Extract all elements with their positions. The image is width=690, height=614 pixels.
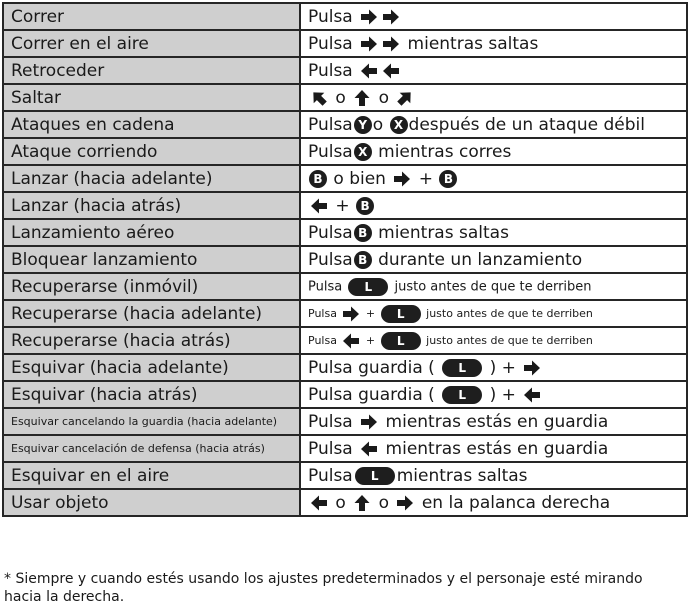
table-row (3, 435, 687, 462)
button-x-icon: X (354, 143, 372, 161)
action-cell: Esquivar (hacia atrás) (3, 381, 300, 408)
table-row (3, 408, 687, 435)
input-text: ) + (484, 384, 522, 405)
table-row (3, 111, 687, 138)
arrow-up-left-icon (309, 89, 329, 107)
input-text: o (372, 114, 389, 135)
input-text: mientras estás en guardia (380, 438, 609, 459)
input-cell (300, 57, 687, 84)
footnote: * Siempre y cuando estés usando los ajustes predeterminados y el personaje esté mirando hacia la derecha. (4, 571, 643, 605)
input-text: Pulsa (308, 249, 353, 270)
input-text: Pulsa (308, 333, 341, 347)
input-cell (300, 273, 687, 300)
table-row (3, 84, 687, 111)
button-l-icon: L (381, 305, 421, 323)
button-b-icon: B (309, 170, 327, 188)
action-cell: Lanzar (hacia atrás) (3, 192, 300, 219)
action-cell: Lanzamiento aéreo (3, 219, 300, 246)
action-cell: Ataque corriendo (3, 138, 300, 165)
button-l-icon: L (442, 359, 482, 377)
table-row (3, 462, 687, 489)
input-text: Pulsa (308, 33, 359, 54)
input-cell (300, 219, 687, 246)
arrow-up-icon (352, 494, 372, 512)
arrow-right-icon (359, 413, 379, 431)
action-cell: Bloquear lanzamiento (3, 246, 300, 273)
input-cell (300, 489, 687, 516)
input-text: o (373, 87, 395, 108)
input-text: mientras saltas (372, 222, 509, 243)
input-cell (300, 462, 687, 489)
input-text: o (330, 87, 352, 108)
arrow-left-icon (309, 494, 329, 512)
input-text: o bien (328, 168, 392, 189)
action-cell: Recuperarse (hacia atrás) (3, 327, 300, 354)
table-row (3, 489, 687, 516)
button-b-icon: B (354, 224, 372, 242)
button-b-icon: B (356, 197, 374, 215)
input-text: mientras saltas (402, 33, 539, 54)
controls-table-body (3, 3, 687, 516)
input-cell (300, 381, 687, 408)
table-row (3, 300, 687, 327)
action-cell: Lanzar (hacia adelante) (3, 165, 300, 192)
arrow-left-icon (309, 197, 329, 215)
input-text: Pulsa (308, 465, 353, 486)
input-text: Pulsa (308, 114, 353, 135)
action-cell: Ataques en cadena (3, 111, 300, 138)
input-text: justo antes de que te derriben (422, 333, 593, 347)
input-cell (300, 30, 687, 57)
arrow-right-icon (381, 35, 401, 53)
action-cell: Usar objeto (3, 489, 300, 516)
button-l-icon: L (348, 278, 388, 296)
input-cell (300, 192, 687, 219)
table-row (3, 30, 687, 57)
arrow-right-icon (522, 359, 542, 377)
button-x-icon: X (390, 116, 408, 134)
arrow-right-icon (359, 35, 379, 53)
table-row (3, 3, 687, 30)
input-text: Pulsa (308, 222, 353, 243)
input-text: Pulsa (308, 306, 341, 320)
table-row (3, 219, 687, 246)
input-text: Pulsa (308, 411, 359, 432)
table-row (3, 165, 687, 192)
table-row (3, 381, 687, 408)
arrow-right-icon (381, 8, 401, 26)
input-cell (300, 408, 687, 435)
arrow-up-right-icon (395, 89, 415, 107)
button-l-icon: L (355, 467, 395, 485)
action-cell: Recuperarse (hacia adelante) (3, 300, 300, 327)
action-cell: Correr en el aire (3, 30, 300, 57)
arrow-left-icon (522, 386, 542, 404)
input-cell (300, 435, 687, 462)
input-text: justo antes de que te derriben (390, 279, 592, 294)
table-row (3, 192, 687, 219)
input-text: + (362, 306, 379, 320)
input-cell (300, 84, 687, 111)
table-row (3, 246, 687, 273)
arrow-right-icon (392, 170, 412, 188)
input-cell (300, 354, 687, 381)
action-cell: Esquivar cancelando la guardia (hacia adelante) (3, 408, 300, 435)
action-cell: Esquivar en el aire (3, 462, 300, 489)
input-text: mientras corres (372, 141, 512, 162)
input-text: después de un ataque débil (408, 114, 645, 135)
input-cell (300, 300, 687, 327)
input-text: + (362, 333, 379, 347)
input-text: Pulsa (308, 438, 359, 459)
table-row (3, 354, 687, 381)
input-cell (300, 111, 687, 138)
button-l-icon: L (442, 386, 482, 404)
action-cell: Saltar (3, 84, 300, 111)
table-row (3, 57, 687, 84)
input-text: Pulsa (308, 6, 359, 27)
button-b-icon: B (439, 170, 457, 188)
input-text: Pulsa (308, 279, 347, 294)
input-text: durante un lanzamiento (372, 249, 583, 270)
arrow-right-icon (341, 305, 361, 323)
arrow-left-icon (341, 332, 361, 350)
input-text: o (373, 492, 395, 513)
input-cell (300, 3, 687, 30)
input-text: en la palanca derecha (416, 492, 611, 513)
input-text: ) + (484, 357, 522, 378)
input-text: o (330, 492, 352, 513)
input-cell (300, 246, 687, 273)
button-l-icon: L (381, 332, 421, 350)
input-cell (300, 165, 687, 192)
input-text: + (330, 195, 356, 216)
input-text: Pulsa guardia ( (308, 384, 441, 405)
button-y-icon: Y (354, 116, 372, 134)
arrow-left-icon (359, 440, 379, 458)
action-cell: Esquivar cancelación de defensa (hacia atrás) (3, 435, 300, 462)
input-cell (300, 138, 687, 165)
input-text: mientras estás en guardia (380, 411, 609, 432)
table-row (3, 327, 687, 354)
arrow-right-icon (359, 8, 379, 26)
button-b-icon: B (354, 251, 372, 269)
input-text: mientras saltas (396, 465, 528, 486)
action-cell: Retroceder (3, 57, 300, 84)
arrow-up-icon (352, 89, 372, 107)
action-cell: Recuperarse (inmóvil) (3, 273, 300, 300)
input-text: + (413, 168, 439, 189)
arrow-left-icon (359, 62, 379, 80)
action-cell: Esquivar (hacia adelante) (3, 354, 300, 381)
table-row (3, 138, 687, 165)
action-cell: Correr (3, 3, 300, 30)
table-row (3, 273, 687, 300)
input-text: justo antes de que te derriben (422, 306, 593, 320)
controls-table (2, 2, 688, 517)
input-text: Pulsa (308, 141, 353, 162)
arrow-left-icon (381, 62, 401, 80)
input-text: Pulsa guardia ( (308, 357, 441, 378)
arrow-right-icon (395, 494, 415, 512)
input-text: Pulsa (308, 60, 359, 81)
input-cell (300, 327, 687, 354)
